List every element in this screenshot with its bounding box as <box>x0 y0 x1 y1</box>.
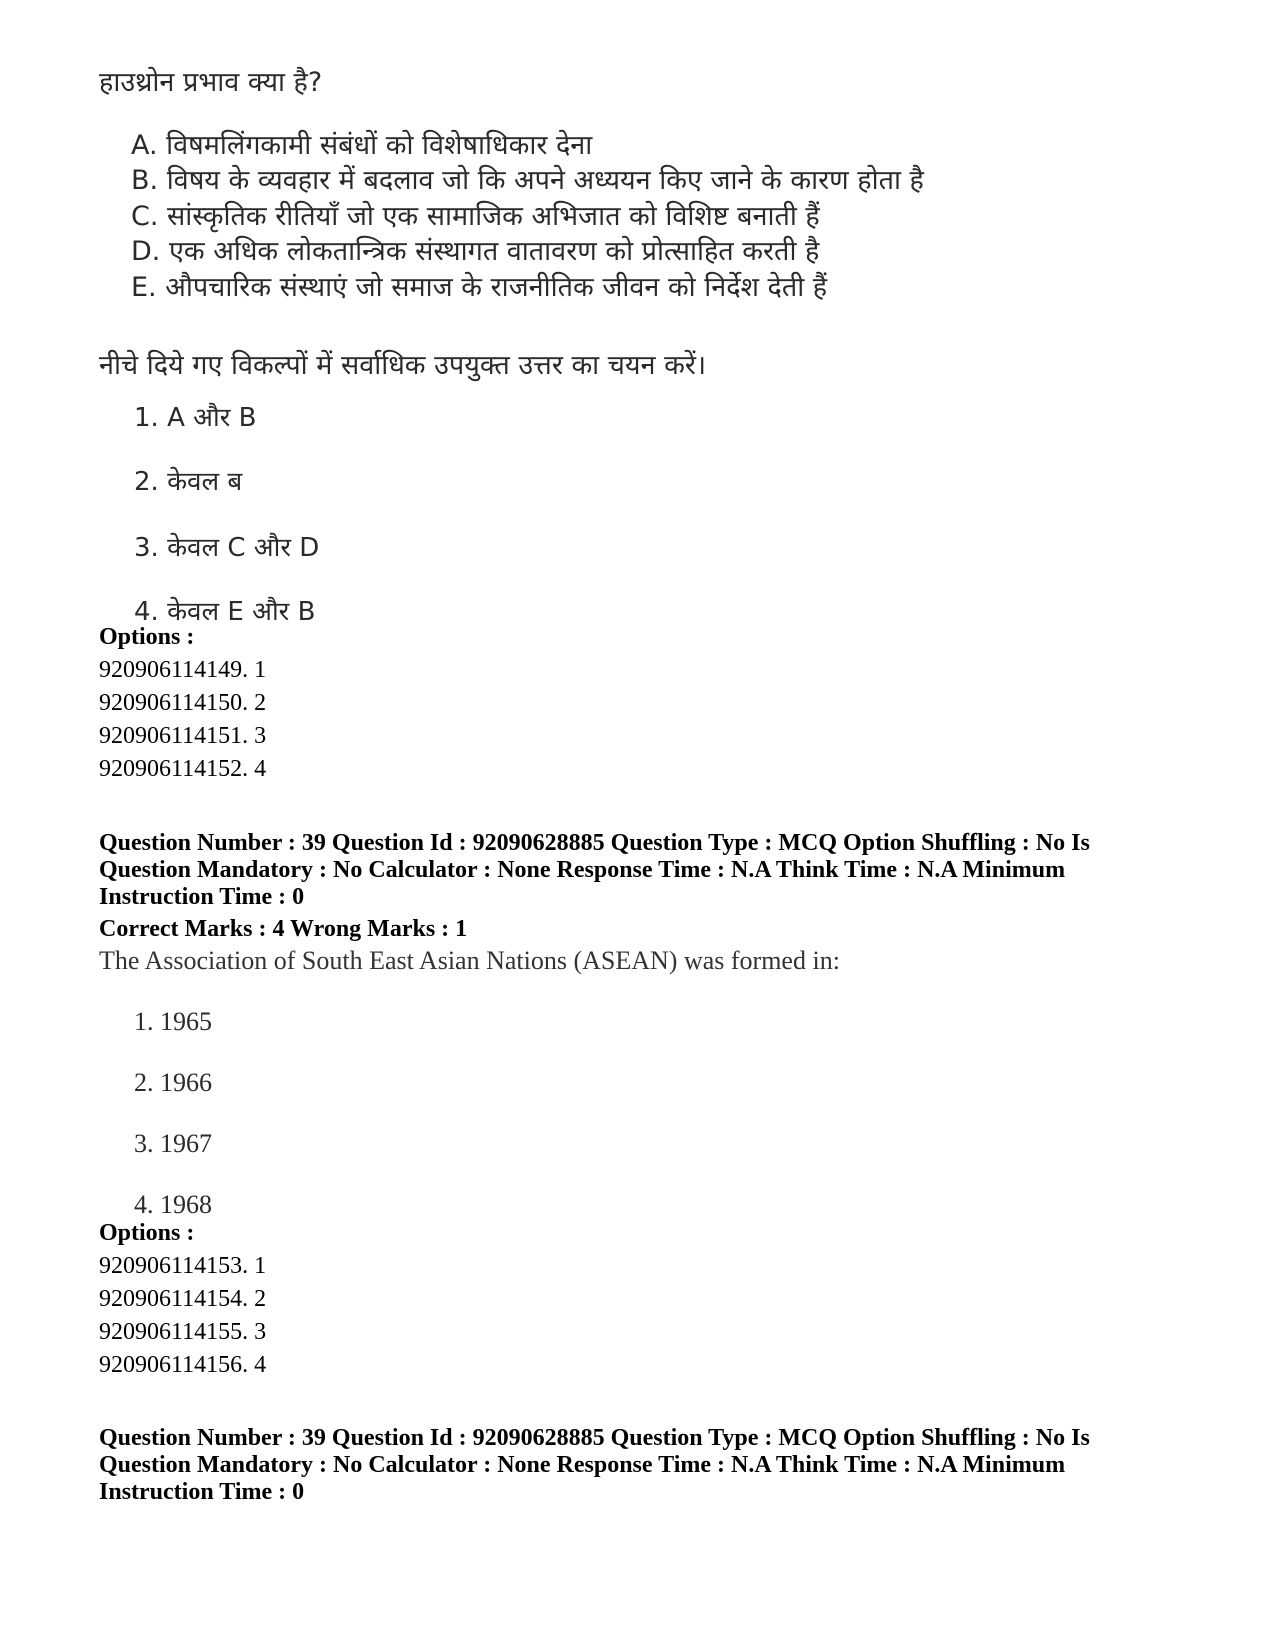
statement-c: C. सांस्कृतिक रीतियाँ जो एक सामाजिक अभिजात को विशिष्ट बनाती हैं <box>131 201 820 232</box>
statement-d: D. एक अधिक लोकतान्त्रिक संस्थागत वातावरण को प्रोत्साहित करती है <box>131 236 820 267</box>
question-meta-line-2: Question Mandatory : No Calculator : None Response Time : N.A Think Time : N.A Minimum <box>99 857 1066 883</box>
option-id-6: 920906114154. 2 <box>99 1286 267 1312</box>
statement-e: E. औपचारिक संस्थाएं जो समाज के राजनीतिक जीवन को निर्देश देती हैं <box>131 272 828 303</box>
choice-1968: 4. 1968 <box>134 1190 212 1219</box>
choice-1965: 1. 1965 <box>134 1007 212 1036</box>
choice-3-label: 3. केवल C और D <box>134 533 320 563</box>
choice-2 <box>134 462 242 498</box>
options-heading: Options : <box>99 624 195 650</box>
choice-4 <box>134 592 315 628</box>
instruction-text: नीचे दिये गए विकल्पों में सर्वाधिक उपयुक्त उत्तर का चयन करें। <box>99 350 707 381</box>
choice-4-label: 4. केवल E और B <box>134 597 316 627</box>
question-meta-line-2b: Question Mandatory : No Calculator : None Response Time : N.A Think Time : N.A Minimum <box>99 1452 1066 1478</box>
choice-1966: 2. 1966 <box>134 1068 212 1097</box>
marks-info: Correct Marks : 4 Wrong Marks : 1 <box>99 916 468 942</box>
options-heading-2: Options : <box>99 1220 195 1246</box>
question-text-english: The Association of South East Asian Nations (ASEAN) was formed in: <box>99 946 840 975</box>
option-id-2: 920906114150. 2 <box>99 690 267 716</box>
question-meta-line-1b: Question Number : 39 Question Id : 92090628885 Question Type : MCQ Option Shuffling : No Is <box>99 1425 1090 1451</box>
statement-b: B. विषय के व्यवहार में बदलाव जो कि अपने अध्ययन किए जाने के कारण होता है <box>131 165 924 196</box>
statement-a: A. विषमलिंगकामी संबंधों को विशेषाधिकार देना <box>131 130 593 161</box>
choice-1-label: 1. A और B <box>134 403 257 433</box>
option-id-7: 920906114155. 3 <box>99 1319 267 1345</box>
option-id-5: 920906114153. 1 <box>99 1253 267 1279</box>
option-id-4: 920906114152. 4 <box>99 756 267 782</box>
option-id-3: 920906114151. 3 <box>99 723 267 749</box>
choice-1 <box>134 398 256 434</box>
choice-2-label: 2. केवल ब <box>134 467 243 497</box>
question-meta-line-3b: Instruction Time : 0 <box>99 1479 305 1505</box>
choice-1967: 3. 1967 <box>134 1129 212 1158</box>
choice-3 <box>134 528 319 564</box>
option-id-8: 920906114156. 4 <box>99 1352 267 1378</box>
option-id-1: 920906114149. 1 <box>99 657 267 683</box>
question-meta-line-1: Question Number : 39 Question Id : 92090628885 Question Type : MCQ Option Shuffling : No Is <box>99 830 1090 856</box>
question-meta-line-3: Instruction Time : 0 <box>99 884 305 910</box>
question-text: हाउथ्रोन प्रभाव क्या है? <box>99 67 323 98</box>
